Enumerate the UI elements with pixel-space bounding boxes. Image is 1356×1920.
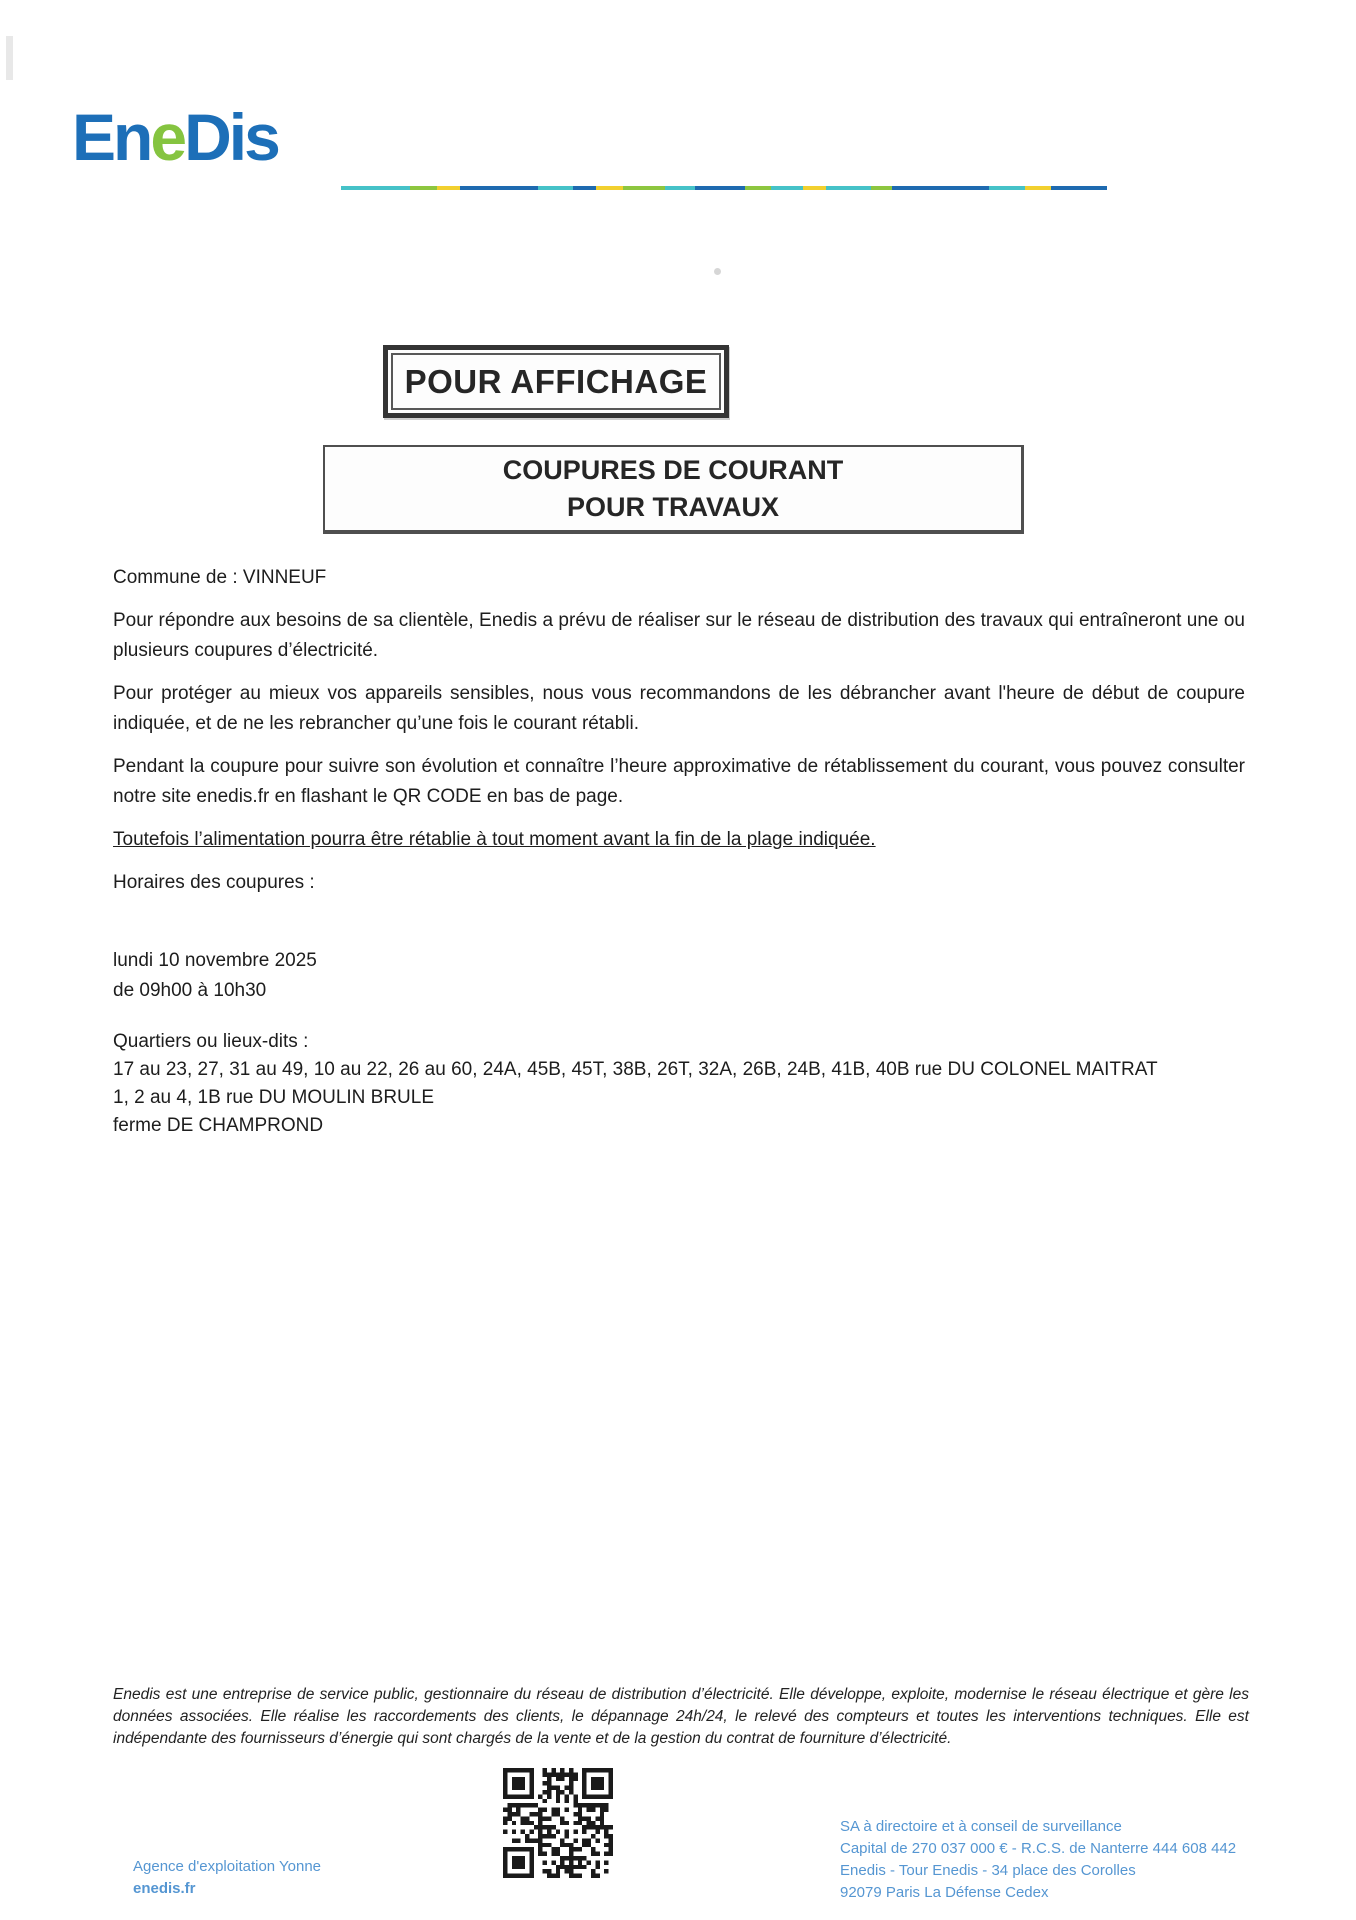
notice-underlined: Toutefois l’alimentation pourra être rétablie à tout moment avant la fin de la plage indiquée. — [113, 829, 876, 850]
district-line: 17 au 23, 27, 31 au 49, 10 au 22, 26 au 60, 24A, 45B, 45T, 38B, 26T, 32A, 26B, 24B, 41B, 40B rue DU COLONEL MAITRAT — [113, 1059, 1158, 1080]
divider-segment — [460, 186, 538, 190]
divider-segment — [1051, 186, 1107, 190]
enedis-logo — [72, 100, 278, 174]
pour-affichage-banner — [383, 345, 729, 418]
districts-heading: Quartiers ou lieux-dits : — [113, 1031, 309, 1052]
divider-segment — [803, 186, 826, 190]
scan-artifact-speck — [714, 268, 721, 275]
coupures-title-line1: COUPURES DE COURANT — [502, 454, 844, 485]
commune-line: Commune de : VINNEUF — [113, 567, 327, 588]
legal-line: SA à directoire et à conseil de surveillance — [840, 1818, 1122, 1835]
logo-part-1: En — [72, 100, 151, 174]
divider-segment — [538, 186, 573, 190]
paragraph-advice: Pour protéger au mieux vos appareils sensibles, nous vous recommandons de les débrancher avant l'heure de début de coupure indiquée, et de ne les rebrancher qu’une fois le courant rétabli. — [113, 683, 1245, 734]
district-line: 1, 2 au 4, 1B rue DU MOULIN BRULE — [113, 1087, 435, 1108]
pour-affichage-banner-inner — [391, 353, 721, 410]
coupures-title-box — [323, 445, 1024, 534]
divider-segment — [989, 186, 1024, 190]
divider-segment — [745, 186, 772, 190]
divider-segment — [892, 186, 989, 190]
paragraph-qrcode: Pendant la coupure pour suivre son évolution et connaître l’heure approximative de rétablissement du courant, vous pouvez consulter notre site enedis.fr en flashant le QR CODE en bas de page. — [113, 756, 1245, 807]
legal-line: Enedis - Tour Enedis - 34 place des Corolles — [840, 1862, 1136, 1879]
coupures-title-line2: POUR TRAVAUX — [566, 491, 779, 522]
website-label: enedis.fr — [133, 1880, 196, 1897]
divider-segment — [573, 186, 596, 190]
schedule-heading: Horaires des coupures : — [113, 872, 315, 893]
divider-segment — [623, 186, 666, 190]
notice-body — [113, 563, 1245, 1140]
divider-segment — [826, 186, 870, 190]
schedule-block — [113, 946, 1245, 1006]
legal-block — [840, 1816, 1236, 1904]
paragraph-intro: Pour répondre aux besoins de sa clientèle, Enedis a prévu de réaliser sur le réseau de distribution des travaux qui entraîneront une ou plusieurs coupures d’électricité. — [113, 610, 1245, 661]
agency-name: Agence d'exploitation Yonne — [133, 1858, 322, 1875]
divider-segment — [665, 186, 695, 190]
logo-part-2: Dis — [184, 100, 278, 174]
divider-segment — [410, 186, 437, 190]
company-description: Enedis est une entreprise de service public, gestionnaire du réseau de distribution d’électricité. Elle développe, exploite, modernise le réseau électrique et gère les données associées. Elle réalise les raccordements des clients, le dépannage 24h/24, le relevé des compteurs et toutes les interventions techniques. Elle est indépendante des fournisseurs d’énergie qui sont chargés de la vente et de la gestion du contrat de fourniture d’électricité. — [113, 1685, 1249, 1747]
qr-code — [503, 1768, 613, 1878]
divider-segment — [341, 186, 410, 190]
district-line: ferme DE CHAMPROND — [113, 1115, 324, 1136]
divider-segment — [771, 186, 803, 190]
divider-segment — [1025, 186, 1052, 190]
divider-segment — [437, 186, 460, 190]
schedule-date: lundi 10 novembre 2025 — [113, 950, 317, 971]
schedule-time: de 09h00 à 10h30 — [113, 980, 267, 1001]
divider-segment — [695, 186, 745, 190]
legal-line: 92079 Paris La Défense Cedex — [840, 1884, 1049, 1901]
logo-accent-e: e — [150, 100, 185, 174]
brand-divider-line — [341, 186, 1107, 190]
banner-title: POUR AFFICHAGE — [404, 362, 708, 400]
divider-segment — [871, 186, 892, 190]
divider-segment — [596, 186, 623, 190]
qr-code-svg — [503, 1768, 613, 1878]
districts-block — [113, 1028, 1245, 1140]
legal-line: Capital de 270 037 000 € - R.C.S. de Nanterre 444 608 442 — [840, 1840, 1237, 1857]
agency-block — [133, 1856, 321, 1900]
scan-artifact-strip — [6, 36, 13, 80]
